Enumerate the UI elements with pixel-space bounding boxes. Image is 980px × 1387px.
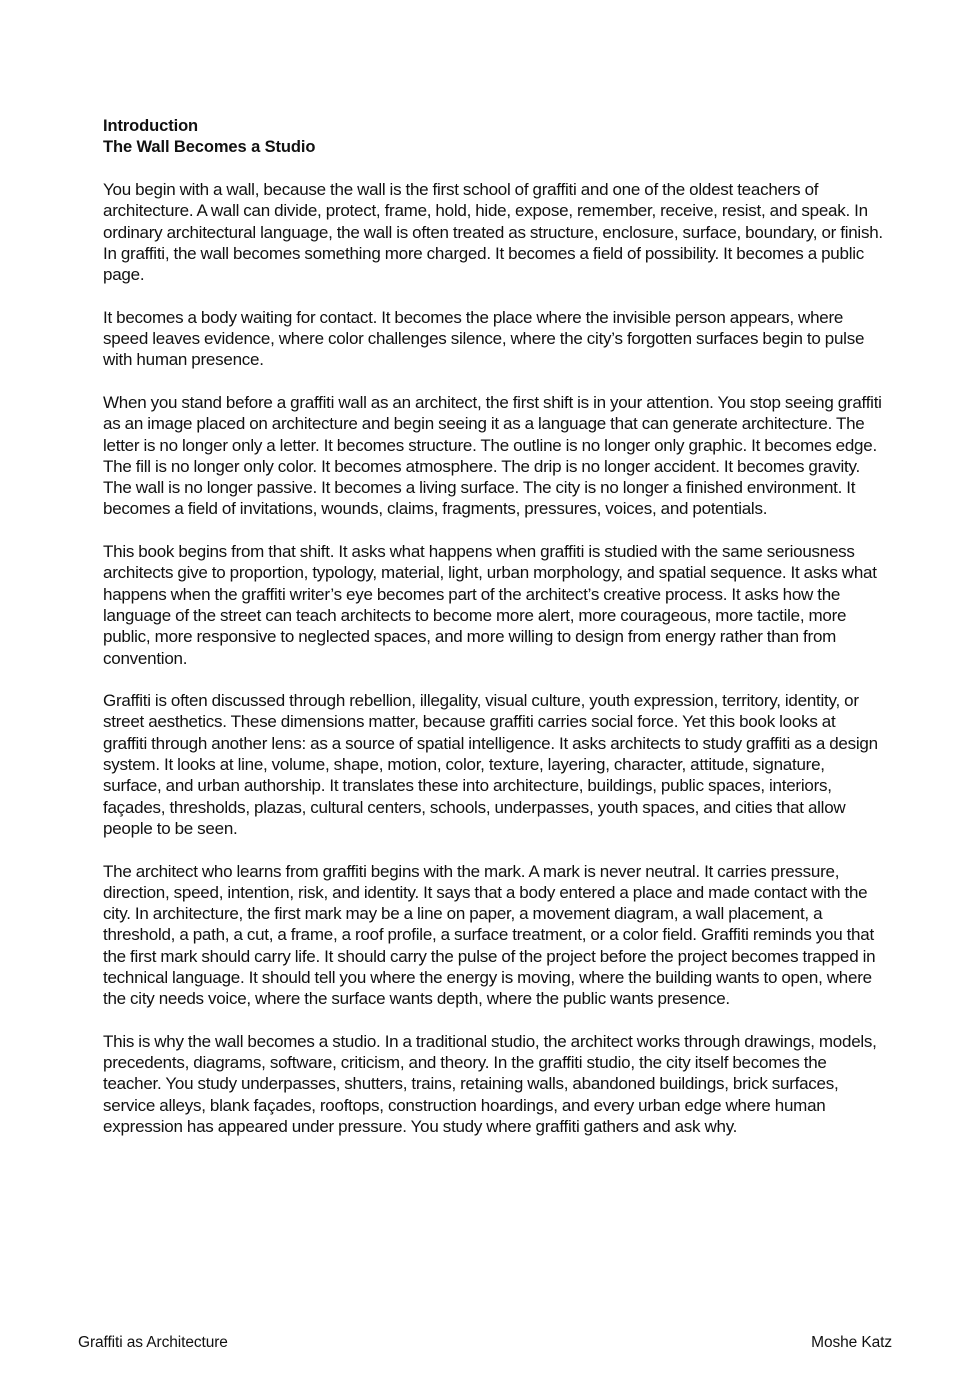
paragraph: You begin with a wall, because the wall is the first school of graffiti and one of the oldest teachers of architecture. A wall can divide, protect, frame, hold, hide, expose, remember, receive, resist, and speak. In ordinary architectural language, the wall is often treated as structure, enclosure, surface, boundary, or finish. In graffiti, the wall becomes something more charged. It becomes a field of possibility. It becomes a public page. — [103, 180, 883, 285]
paragraph: The architect who learns from graffiti begins with the mark. A mark is never neutral. It carries pressure, direction, speed, intention, risk, and identity. It says that a body entered a place and made contact with the city. In architecture, the first mark may be a line on paper, a movement diagram, a wall placement, a threshold, a path, a cut, a frame, a roof profile, a surface treatment, or a color field. Graffiti reminds you that the first mark should carry life. It should carry the pulse of the project before the project becomes trapped in technical language. It should tell you where the energy is moving, where the building wants to open, where the city needs voice, where the surface wants depth, where the public wants presence. — [103, 861, 876, 1009]
main-content — [103, 116, 883, 1159]
paragraph: Graffiti is often discussed through rebellion, illegality, visual culture, youth expression, territory, identity, or street aesthetics. These dimensions matter, because graffiti carries social force. Yet this book looks at graffiti through another lens: as a source of spatial intelligence. It asks architects to study graffiti as a design system. It looks at line, volume, shape, motion, color, texture, layering, character, attitude, signature, surface, and urban authorship. It translates these into architecture, buildings, public spaces, interiors, façades, thresholds, plazas, cultural centers, schools, underpasses, youth spaces, and cities that allow people to be seen. — [103, 691, 878, 838]
footer-author: Moshe Katz — [811, 1334, 892, 1351]
paragraph: This is why the wall becomes a studio. In a traditional studio, the architect works through drawings, models, precedents, diagrams, software, criticism, and theory. In the graffiti studio, the city itself becomes the teacher. You study underpasses, shutters, trains, retaining walls, abandoned buildings, brick surfaces, service alleys, blank façades, rooftops, construction hoardings, and every urban edge where human expression has appeared under pressure. You study where graffiti gathers and ask why. — [103, 1031, 877, 1137]
section-label: Introduction — [103, 117, 199, 135]
footer-book-title: Graffiti as Architecture — [78, 1334, 228, 1351]
chapter-title: The Wall Becomes a Studio — [103, 138, 316, 156]
paragraph: When you stand before a graffiti wall as an architect, the first shift is in your attention. You stop seeing graffiti as an image placed on architecture and begin seeing it as a language that can generate architecture. The letter is no longer only a letter. It becomes structure. The outline is no longer only graphic. It becomes edge. The fill is no longer only color. It becomes atmosphere. The drip is no longer accident. It becomes gravity. The wall is no longer passive. It becomes a living surface. The city is no longer a finished environment. It becomes a field of invitations, wounds, claims, fragments, pressures, voices, and potentials. — [103, 392, 882, 519]
heading-block — [103, 116, 883, 158]
paragraph: This book begins from that shift. It asks what happens when graffiti is studied with the same seriousness architects give to proportion, typology, material, light, urban morphology, and spatial sequence. It asks what happens when the graffiti writer’s eye becomes part of the architect’s creative process. It asks how the language of the street can teach architects to become more alert, more courageous, more tactile, more public, more responsive to neglected spaces, and more willing to design from energy rather than from convention. — [103, 542, 877, 668]
paragraph: It becomes a body waiting for contact. It becomes the place where the invisible person appears, where speed leaves evidence, where color challenges silence, where the city’s forgotten surfaces begin to pulse with human presence. — [103, 307, 865, 370]
